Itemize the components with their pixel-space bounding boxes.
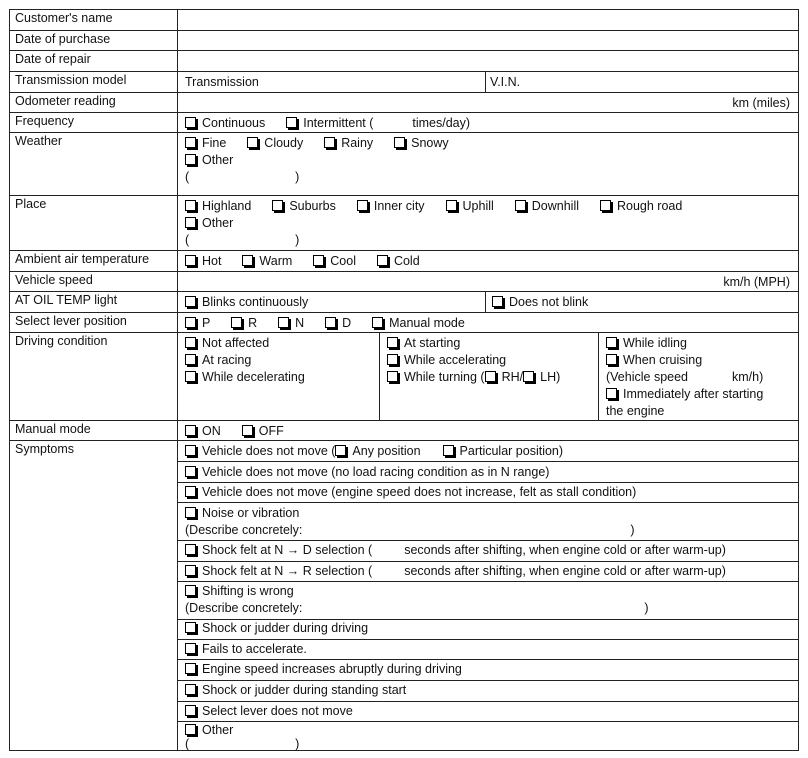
symptom-8-checkbox[interactable] <box>185 622 196 633</box>
cloudy-label: Cloudy <box>264 136 304 150</box>
r-checkbox[interactable] <box>231 317 242 328</box>
symptom-12 <box>185 703 353 720</box>
symptom-7-checkbox[interactable] <box>185 585 196 596</box>
when-cruising-option <box>606 352 702 369</box>
place-other-line <box>185 215 233 232</box>
at-racing-option <box>185 352 251 369</box>
while-accelerating-option <box>387 352 506 369</box>
lh-checkbox[interactable] <box>523 371 534 382</box>
at-starting-option <box>387 335 460 352</box>
symptom-11 <box>185 682 406 699</box>
symptom-6 <box>185 563 726 580</box>
place-options <box>185 198 682 215</box>
odometer-unit: km (miles) <box>732 96 790 110</box>
field-at-oil-temp <box>178 292 799 313</box>
divider <box>379 333 380 421</box>
continuous-label: Continuous <box>202 116 266 130</box>
label-odometer: Odometer reading <box>9 93 178 113</box>
divider <box>485 292 486 313</box>
suburbs-label: Suburbs <box>289 199 336 213</box>
downhill-checkbox[interactable] <box>515 200 526 211</box>
paren-close: ) <box>295 737 300 751</box>
field-transmission-model <box>178 72 799 93</box>
label-place: Place <box>9 196 178 251</box>
field-select-lever <box>178 313 799 333</box>
symptom-10-label: Engine speed increases abruptly during driving <box>202 662 462 676</box>
hot-checkbox[interactable] <box>185 255 196 266</box>
field-frequency <box>178 113 799 133</box>
blinks-label: Blinks continuously <box>202 295 309 309</box>
row-manual-mode <box>9 420 799 441</box>
symptom-4-describe[interactable] <box>185 522 635 539</box>
manual-mode-checkbox[interactable] <box>372 317 383 328</box>
symptom-11-checkbox[interactable] <box>185 684 196 695</box>
while-decelerating-label: While decelerating <box>202 370 305 384</box>
not-affected-label: Not affected <box>202 336 270 350</box>
row-ambient <box>9 250 799 272</box>
lh-label: LH) <box>540 370 561 384</box>
symptom-1-label: Vehicle does not move ( <box>202 444 336 458</box>
particular-position-label: Particular position) <box>459 444 564 458</box>
immediately-label: Immediately after starting <box>623 387 764 401</box>
on-checkbox[interactable] <box>185 425 196 436</box>
divider <box>485 72 486 93</box>
uphill-checkbox[interactable] <box>446 200 457 211</box>
symptom-2-checkbox[interactable] <box>185 466 196 477</box>
hot-label: Hot <box>202 254 222 268</box>
label-frequency: Frequency <box>9 113 178 133</box>
label-date-purchase: Date of purchase <box>9 31 178 51</box>
snowy-label: Snowy <box>411 136 449 150</box>
row-vehicle-speed <box>9 271 799 292</box>
rainy-label: Rainy <box>341 136 374 150</box>
d-checkbox[interactable] <box>325 317 336 328</box>
divider <box>178 581 799 582</box>
symptom-5-suffix: seconds after shifting, when engine cold or after warm-up) <box>404 543 726 557</box>
symptom-10-checkbox[interactable] <box>185 663 196 674</box>
no-blink-label: Does not blink <box>509 295 589 309</box>
symptom-4-checkbox[interactable] <box>185 507 196 518</box>
field-manual-mode <box>178 421 799 441</box>
symptom-5-label: Shock felt at N → D selection ( <box>202 543 373 557</box>
field-place <box>178 196 799 251</box>
rh-checkbox[interactable] <box>485 371 496 382</box>
symptom-9-label: Fails to accelerate. <box>202 642 307 656</box>
row-driving-condition <box>9 332 799 421</box>
row-transmission-model <box>9 71 799 93</box>
symptom-8 <box>185 620 368 637</box>
symptom-6-label: Shock felt at N → R selection ( <box>202 564 373 578</box>
while-idling-checkbox[interactable] <box>606 337 617 348</box>
label-weather: Weather <box>9 133 178 196</box>
highland-checkbox[interactable] <box>185 200 196 211</box>
field-symptoms <box>178 441 799 750</box>
divider <box>178 502 799 503</box>
symptom-13-checkbox[interactable] <box>185 724 196 735</box>
divider <box>178 482 799 483</box>
paren-open: ( <box>185 233 190 247</box>
d-label: D <box>342 316 352 330</box>
divider <box>178 561 799 562</box>
symptom-6-checkbox[interactable] <box>185 565 196 576</box>
row-place <box>9 195 799 251</box>
symptom-13-field[interactable] <box>185 739 299 750</box>
n-checkbox[interactable] <box>278 317 289 328</box>
vin-label: V.I.N. <box>490 75 521 89</box>
place-other-checkbox[interactable] <box>185 217 196 228</box>
label-ambient: Ambient air temperature <box>9 251 178 272</box>
warm-label: Warm <box>259 254 293 268</box>
manual-mode-options <box>185 423 284 440</box>
downhill-label: Downhill <box>531 199 580 213</box>
row-date-repair <box>9 50 799 72</box>
symptom-7-describe[interactable] <box>185 600 649 617</box>
paren-open: ( <box>185 737 190 751</box>
row-customer-name <box>9 9 799 31</box>
symptom-7-label: Shifting is wrong <box>202 584 294 598</box>
while-decelerating-option <box>185 369 305 386</box>
label-driving-condition: Driving condition <box>9 333 178 421</box>
cool-label: Cool <box>330 254 356 268</box>
weather-other-line <box>185 152 233 169</box>
row-date-purchase <box>9 30 799 51</box>
highland-label: Highland <box>202 199 252 213</box>
rainy-checkbox[interactable] <box>324 137 335 148</box>
paren-close: ) <box>295 170 300 184</box>
p-label: P <box>202 316 211 330</box>
symptom-6-suffix: seconds after shifting, when engine cold or after warm-up) <box>404 564 726 578</box>
divider <box>178 540 799 541</box>
symptom-12-checkbox[interactable] <box>185 705 196 716</box>
no-blink-checkbox[interactable] <box>492 296 503 307</box>
warm-checkbox[interactable] <box>242 255 253 266</box>
symptom-7 <box>185 583 294 600</box>
field-ambient <box>178 251 799 272</box>
frequency-options <box>185 115 470 132</box>
ambient-options <box>185 253 420 270</box>
symptom-5-checkbox[interactable] <box>185 544 196 555</box>
label-customer-name: Customer's name <box>9 10 178 31</box>
fine-label: Fine <box>202 136 227 150</box>
transmission-label: Transmission <box>185 75 259 89</box>
label-symptoms: Symptoms <box>9 441 178 750</box>
field-vehicle-speed[interactable] <box>178 272 799 292</box>
any-position-label: Any position <box>352 444 421 458</box>
symptom-1 <box>185 443 563 460</box>
symptom-9 <box>185 641 307 658</box>
r-label: R <box>248 316 258 330</box>
continuous-checkbox[interactable] <box>185 117 196 128</box>
symptom-4 <box>185 505 299 522</box>
when-cruising-label: When cruising <box>623 353 703 367</box>
label-manual-mode: Manual mode <box>9 421 178 441</box>
symptom-5 <box>185 542 726 559</box>
field-weather <box>178 133 799 196</box>
divider <box>178 680 799 681</box>
kmh-paren: km/h) <box>732 370 764 384</box>
weather-options <box>185 135 449 152</box>
p-checkbox[interactable] <box>185 317 196 328</box>
paren-close: ) <box>295 233 300 247</box>
blinks-checkbox[interactable] <box>185 296 196 307</box>
diagnostic-worksheet <box>9 9 799 749</box>
divider <box>178 639 799 640</box>
cold-label: Cold <box>393 254 420 268</box>
immediately-option <box>606 386 763 403</box>
symptom-12-label: Select lever does not move <box>202 704 353 718</box>
particular-position-checkbox[interactable] <box>443 445 454 456</box>
field-date-repair[interactable] <box>178 51 799 72</box>
while-turning-option <box>387 369 560 386</box>
intermittent-label: Intermittent ( <box>303 116 374 130</box>
lever-options <box>185 315 465 332</box>
symptom-1-checkbox[interactable] <box>185 445 196 456</box>
weather-other-label: Other <box>202 153 234 167</box>
uphill-label: Uphill <box>462 199 494 213</box>
paren-close: ) <box>630 523 635 537</box>
intermittent-checkbox[interactable] <box>286 117 297 128</box>
divider <box>178 701 799 702</box>
symptom-2-label: Vehicle does not move (no load racing condition as in N range) <box>202 465 550 479</box>
symptom-10 <box>185 661 462 678</box>
cruising-speed-field[interactable] <box>606 369 763 386</box>
at-starting-label: At starting <box>404 336 461 350</box>
not-affected-option <box>185 335 269 352</box>
at-racing-label: At racing <box>202 353 252 367</box>
divider <box>178 721 799 722</box>
while-accelerating-checkbox[interactable] <box>387 354 398 365</box>
symptom-13-label: Other <box>202 723 234 737</box>
fine-checkbox[interactable] <box>185 137 196 148</box>
weather-other-checkbox[interactable] <box>185 154 196 165</box>
inner-city-label: Inner city <box>373 199 425 213</box>
symptom-3-checkbox[interactable] <box>185 486 196 497</box>
describe-label: (Describe concretely: <box>185 523 303 537</box>
at-starting-checkbox[interactable] <box>387 337 398 348</box>
snowy-checkbox[interactable] <box>394 137 405 148</box>
off-checkbox[interactable] <box>242 425 253 436</box>
row-select-lever <box>9 312 799 333</box>
row-frequency <box>9 112 799 133</box>
place-other-field[interactable] <box>185 232 299 249</box>
cool-checkbox[interactable] <box>313 255 324 266</box>
row-weather <box>9 132 799 196</box>
paren-open: ( <box>185 170 190 184</box>
label-vehicle-speed: Vehicle speed <box>9 272 178 292</box>
rough-road-checkbox[interactable] <box>600 200 611 211</box>
symptom-2 <box>185 464 549 481</box>
symptom-13 <box>185 722 233 739</box>
suburbs-checkbox[interactable] <box>272 200 283 211</box>
on-label: ON <box>202 424 221 438</box>
when-cruising-checkbox[interactable] <box>606 354 617 365</box>
symptom-3-label: Vehicle does not move (engine speed does not increase, felt as stall condition) <box>202 485 637 499</box>
weather-other-field[interactable] <box>185 169 299 186</box>
row-odometer <box>9 92 799 113</box>
n-label: N <box>295 316 305 330</box>
cloudy-checkbox[interactable] <box>247 137 258 148</box>
row-at-oil-temp <box>9 291 799 313</box>
field-customer-name[interactable] <box>178 10 799 31</box>
label-date-repair: Date of repair <box>9 51 178 72</box>
field-odometer[interactable] <box>178 93 799 113</box>
divider <box>178 461 799 462</box>
divider <box>178 659 799 660</box>
while-decelerating-checkbox[interactable] <box>185 371 196 382</box>
vehicle-speed-paren: (Vehicle speed <box>606 370 689 384</box>
rh-label: RH/ <box>501 370 524 384</box>
while-accelerating-label: While accelerating <box>404 353 507 367</box>
any-position-checkbox[interactable] <box>335 445 346 456</box>
rough-road-label: Rough road <box>616 199 683 213</box>
symptom-8-label: Shock or judder during driving <box>202 621 369 635</box>
symptom-11-label: Shock or judder during standing start <box>202 683 407 697</box>
label-select-lever: Select lever position <box>9 313 178 333</box>
while-idling-option <box>606 335 687 352</box>
at-racing-checkbox[interactable] <box>185 354 196 365</box>
cold-checkbox[interactable] <box>377 255 388 266</box>
while-turning-label: While turning ( <box>404 370 485 384</box>
field-driving-condition <box>178 333 799 421</box>
describe-label: (Describe concretely: <box>185 601 303 615</box>
not-affected-checkbox[interactable] <box>185 337 196 348</box>
divider <box>598 333 599 421</box>
symptom-3 <box>185 484 636 501</box>
row-symptoms <box>9 440 799 751</box>
no-blink-option <box>492 294 588 311</box>
times-per-day-label: times/day) <box>412 116 471 130</box>
manual-mode-label: Manual mode <box>389 316 465 330</box>
off-label: OFF <box>258 424 284 438</box>
immediately-checkbox[interactable] <box>606 388 617 399</box>
blinks-option <box>185 294 308 311</box>
vehicle-speed-unit: km/h (MPH) <box>723 275 790 289</box>
while-turning-checkbox[interactable] <box>387 371 398 382</box>
symptom-4-label: Noise or vibration <box>202 506 300 520</box>
symptom-9-checkbox[interactable] <box>185 643 196 654</box>
label-at-oil-temp: AT OIL TEMP light <box>9 292 178 313</box>
field-date-purchase[interactable] <box>178 31 799 51</box>
the-engine-label: the engine <box>606 404 665 418</box>
place-other-label: Other <box>202 216 234 230</box>
paren-close: ) <box>644 601 649 615</box>
inner-city-checkbox[interactable] <box>357 200 368 211</box>
label-transmission-model: Transmission model <box>9 72 178 93</box>
while-idling-label: While idling <box>623 336 687 350</box>
